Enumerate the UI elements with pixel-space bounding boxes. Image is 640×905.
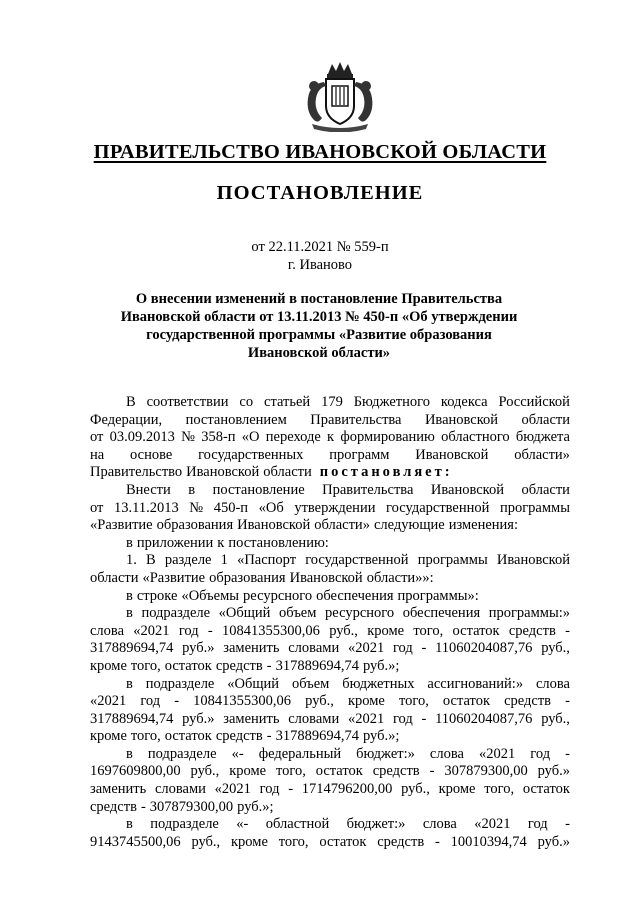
body-line — [90, 605, 570, 623]
body-word: кроме — [231, 833, 268, 850]
body-word: Бюджетного — [353, 394, 430, 410]
body-word: слова — [429, 745, 464, 762]
body-word: - — [174, 693, 180, 710]
body-word: - — [429, 763, 435, 780]
body-word: остаток — [164, 728, 212, 745]
body-word: 358-п — [201, 429, 236, 446]
body-word: руб., — [401, 781, 430, 798]
body-word: № — [189, 499, 204, 516]
body-line — [90, 447, 570, 465]
body-word: в — [126, 605, 133, 622]
body-word: «2021 — [347, 640, 385, 657]
body-word: - — [421, 710, 427, 727]
body-word: подразделе — [150, 816, 219, 833]
body-word: «2021 — [90, 693, 127, 710]
body-word: государственной — [386, 499, 490, 516]
body-word: того, — [398, 693, 429, 710]
body-word: «2021 — [214, 781, 251, 798]
body-line — [90, 570, 570, 588]
body-word: кроме — [347, 693, 385, 710]
body-word: «О — [241, 429, 260, 446]
body-word: словами — [288, 710, 340, 727]
body-word: ассигнований:» — [427, 675, 524, 692]
body-word: слова — [90, 622, 125, 639]
body-word: 11060204087,76 — [435, 640, 533, 657]
body-word: Ивановской — [415, 446, 489, 463]
body-word: 1714796200,00 — [301, 781, 393, 798]
body-word: 10841355300,06 — [222, 622, 320, 639]
body-word: В — [146, 552, 156, 569]
body-word: заменить — [223, 640, 280, 657]
body-word: средств — [504, 693, 552, 710]
body-line — [90, 517, 570, 535]
body-word: заменить — [223, 710, 280, 727]
body-word: программы»: — [397, 587, 479, 604]
body-word: постановление — [212, 481, 305, 498]
body-word: Правительства — [310, 411, 402, 428]
body-word: средств — [215, 657, 263, 674]
body-word: программы — [417, 552, 488, 569]
body-word: «Общий — [218, 605, 271, 622]
body-word: - — [421, 640, 427, 657]
body-line — [90, 834, 570, 852]
body-word: Ивановской — [424, 411, 499, 428]
body-word: - — [266, 657, 272, 674]
body-word: - — [207, 622, 213, 639]
body-word: остаток — [164, 657, 212, 674]
body-word: 307879300,00 — [149, 798, 234, 815]
body-word: руб.» — [537, 833, 570, 850]
body-word: области» — [514, 446, 570, 463]
body-word: руб., — [191, 833, 221, 850]
ivanovo-coat-of-arms-icon — [300, 60, 380, 132]
body-word: 307879300,00 — [444, 763, 528, 780]
body-word: строке — [136, 587, 178, 604]
body-word: 9143745500,06 — [90, 833, 181, 850]
body-word: Российской — [498, 394, 570, 410]
body-word: - — [565, 816, 570, 833]
body-word: «2021 — [474, 816, 511, 833]
body-word: объем — [291, 675, 330, 692]
body-word: образования — [156, 517, 234, 534]
body-word: 1. — [126, 552, 137, 569]
body-word: остаток — [452, 622, 500, 639]
body-word: в — [188, 481, 196, 498]
body-word: кроме — [438, 781, 476, 798]
body-word: кроме — [229, 763, 267, 780]
body-word: формированию — [340, 429, 435, 446]
body-word: руб.»; — [362, 728, 400, 745]
body-word: в — [126, 587, 133, 604]
document-date-number: от 22.11.2021 № 559-п — [251, 239, 389, 255]
body-word: - — [565, 693, 570, 710]
body-word: Правительство — [90, 464, 183, 481]
body-word: В — [126, 394, 136, 410]
body-word: - — [266, 728, 272, 745]
body-word: заменить — [90, 781, 147, 798]
body-word: областного — [441, 429, 510, 446]
body-word: ресурсного — [243, 587, 313, 604]
body-word: области — [521, 481, 570, 498]
body-line — [90, 464, 570, 482]
body-word: 317889694,74 — [275, 728, 359, 745]
body-word: 1 — [220, 552, 228, 569]
body-word: 03.09.2013 — [109, 429, 175, 446]
body-word: статьей — [264, 394, 311, 410]
body-line — [90, 816, 570, 834]
body-word: слова — [422, 816, 457, 833]
body-word: подразделе — [141, 605, 211, 622]
body-word: подразделе — [145, 675, 215, 692]
document-type-title: ПОСТАНОВЛЕНИЕ — [216, 182, 424, 204]
subject-line: Ивановской области» — [247, 345, 391, 361]
body-word: год — [527, 816, 548, 833]
body-word: того, — [130, 728, 161, 745]
body-word: разделе — [164, 552, 212, 569]
body-word: - — [565, 622, 570, 639]
document-meta — [0, 238, 640, 274]
body-word: руб.» — [182, 640, 215, 657]
body-word: обеспечения — [316, 587, 394, 604]
body-word: средств — [90, 798, 137, 815]
body-line — [90, 429, 570, 447]
body-word: Внести — [126, 481, 171, 498]
body-word: руб., — [329, 622, 358, 639]
body-word: «- — [231, 745, 244, 762]
body-word: Федерации, — [90, 411, 163, 428]
body-word: слова — [535, 675, 570, 692]
body-line — [90, 658, 570, 676]
body-word: следующие — [373, 517, 445, 534]
body-word: программы:» — [488, 605, 570, 622]
body-word: год — [259, 781, 280, 798]
body-word: соответствии — [146, 394, 229, 410]
body-word: в — [126, 534, 133, 551]
body-word: в — [126, 816, 133, 833]
document-subject — [105, 290, 533, 362]
body-word: «Об — [258, 499, 284, 516]
subject-line: Ивановской области от 13.11.2013 № 450-п «Об утверждении — [120, 309, 518, 325]
body-word: области — [263, 464, 312, 481]
body-word: образования — [209, 569, 286, 586]
body-word: руб.»; — [362, 657, 400, 674]
body-word: руб., — [305, 693, 334, 710]
body-word: «Развитие — [142, 569, 206, 586]
body-word: утверждении — [294, 499, 376, 516]
body-word: бюджет:» — [356, 745, 415, 762]
body-word: со — [239, 394, 254, 410]
body-line — [90, 588, 570, 606]
body-word: Ивановской — [289, 569, 363, 586]
body-line — [90, 412, 570, 430]
body-word: кодекса — [440, 394, 488, 410]
body-word: к — [217, 534, 225, 551]
body-word: бюджетных — [342, 675, 415, 692]
body-word: 10841355300,06 — [193, 693, 292, 710]
body-word: того, — [130, 657, 161, 674]
body-line — [90, 482, 570, 500]
body-word: 1697609800,00 — [90, 763, 181, 780]
body-word: остаток — [319, 833, 367, 850]
body-line — [90, 799, 570, 817]
body-word: «2021 — [347, 710, 385, 727]
body-word: 179 — [321, 394, 343, 410]
body-word: руб., — [541, 710, 570, 727]
body-word: год — [392, 640, 413, 657]
body-line — [90, 746, 570, 764]
body-line — [90, 394, 570, 412]
body-word: Правительства — [322, 481, 414, 498]
body-word: того, — [413, 622, 444, 639]
body-word: «2021 — [133, 622, 170, 639]
body-word: приложении — [136, 534, 214, 551]
body-word: остаток — [522, 781, 570, 798]
body-word: того, — [484, 781, 515, 798]
body-word: - — [288, 781, 294, 798]
body-word: словами — [288, 640, 340, 657]
body-word: области» — [314, 517, 370, 534]
body-word: год — [530, 745, 551, 762]
body-word: руб.» — [182, 710, 215, 727]
body-line — [90, 763, 570, 781]
body-word: подразделе — [147, 745, 217, 762]
body-word: области — [90, 569, 139, 586]
body-word: основе — [130, 446, 173, 463]
body-word: «Развитие — [90, 517, 153, 534]
body-word: средств — [215, 728, 263, 745]
body-word: в — [126, 675, 133, 692]
subject-line: О внесении изменений в постановление Правительства — [135, 291, 503, 307]
body-word: в — [126, 745, 133, 762]
body-word: к — [327, 429, 335, 446]
body-word: от — [90, 429, 104, 446]
body-word: постановлению: — [228, 534, 329, 551]
body-word: 317889694,74 — [90, 710, 174, 727]
body-word: 10010394,74 — [450, 833, 527, 850]
body-word: «- — [236, 816, 249, 833]
body-word: «2021 — [478, 745, 516, 762]
subject-line: государственной программы «Развитие образования — [146, 327, 492, 343]
body-line — [90, 728, 570, 746]
body-line — [90, 552, 570, 570]
body-line — [90, 781, 570, 799]
decree-word: постановляет: — [319, 464, 453, 481]
body-word: средств — [372, 763, 420, 780]
body-word: 317889694,74 — [275, 657, 359, 674]
body-word: - — [435, 833, 440, 850]
body-word: - — [140, 798, 146, 815]
body-word: год — [392, 710, 413, 727]
body-word: год — [178, 622, 199, 639]
body-word: области»»: — [366, 569, 434, 586]
body-word: 317889694,74 — [90, 640, 174, 657]
body-word: государственной — [305, 552, 409, 569]
body-word: год — [140, 693, 161, 710]
body-word: № — [181, 429, 195, 446]
body-line — [90, 676, 570, 694]
body-word: областной — [265, 816, 330, 833]
body-word: руб.» — [537, 763, 570, 780]
body-word: Ивановской — [496, 552, 570, 569]
body-word: области — [521, 411, 570, 428]
body-word: «Общий — [227, 675, 280, 692]
body-line — [90, 623, 570, 641]
document-body — [90, 394, 570, 851]
body-word: Ивановской — [186, 464, 260, 481]
body-word: того, — [278, 833, 309, 850]
body-word: Ивановской — [237, 517, 311, 534]
body-word: кроме — [90, 657, 127, 674]
body-word: средств — [377, 833, 425, 850]
body-word: средств — [508, 622, 556, 639]
body-word: руб., — [541, 640, 570, 657]
government-title: ПРАВИТЕЛЬСТВО ИВАНОВСКОЙ ОБЛАСТИ — [93, 141, 547, 163]
body-word: постановлением — [185, 411, 287, 428]
body-word: программ — [329, 446, 390, 463]
body-word: 13.11.2013 — [113, 499, 179, 516]
body-word: объем — [279, 605, 317, 622]
body-line — [90, 693, 570, 711]
body-word: «Паспорт — [237, 552, 297, 569]
body-word: руб., — [190, 763, 220, 780]
body-line — [90, 535, 570, 553]
body-word: «Объемы — [181, 587, 240, 604]
body-word: остаток — [442, 693, 490, 710]
body-word: программы — [499, 499, 570, 516]
body-word: того, — [275, 763, 306, 780]
body-line — [90, 640, 570, 658]
body-word: ресурсного — [325, 605, 395, 622]
body-word: Ивановской — [430, 481, 504, 498]
body-line — [90, 500, 570, 518]
body-word: бюджета — [515, 429, 570, 446]
body-word: - — [565, 745, 570, 762]
body-word: 450-п — [213, 499, 249, 516]
body-word: федеральный — [258, 745, 342, 762]
body-word: кроме — [367, 622, 405, 639]
body-word: на — [90, 446, 105, 463]
document-city: г. Иваново — [287, 257, 353, 273]
body-word: переходе — [265, 429, 321, 446]
body-word: изменения: — [448, 517, 519, 534]
body-word: обеспечения — [402, 605, 481, 622]
body-word: от — [90, 499, 104, 516]
body-word: государственных — [198, 446, 304, 463]
body-word: руб.»; — [237, 798, 274, 815]
body-word: 11060204087,76 — [435, 710, 533, 727]
body-word: остаток — [315, 763, 363, 780]
body-word: кроме — [90, 728, 127, 745]
body-line — [90, 711, 570, 729]
body-word: бюджет:» — [346, 816, 406, 833]
body-word: словами — [154, 781, 206, 798]
